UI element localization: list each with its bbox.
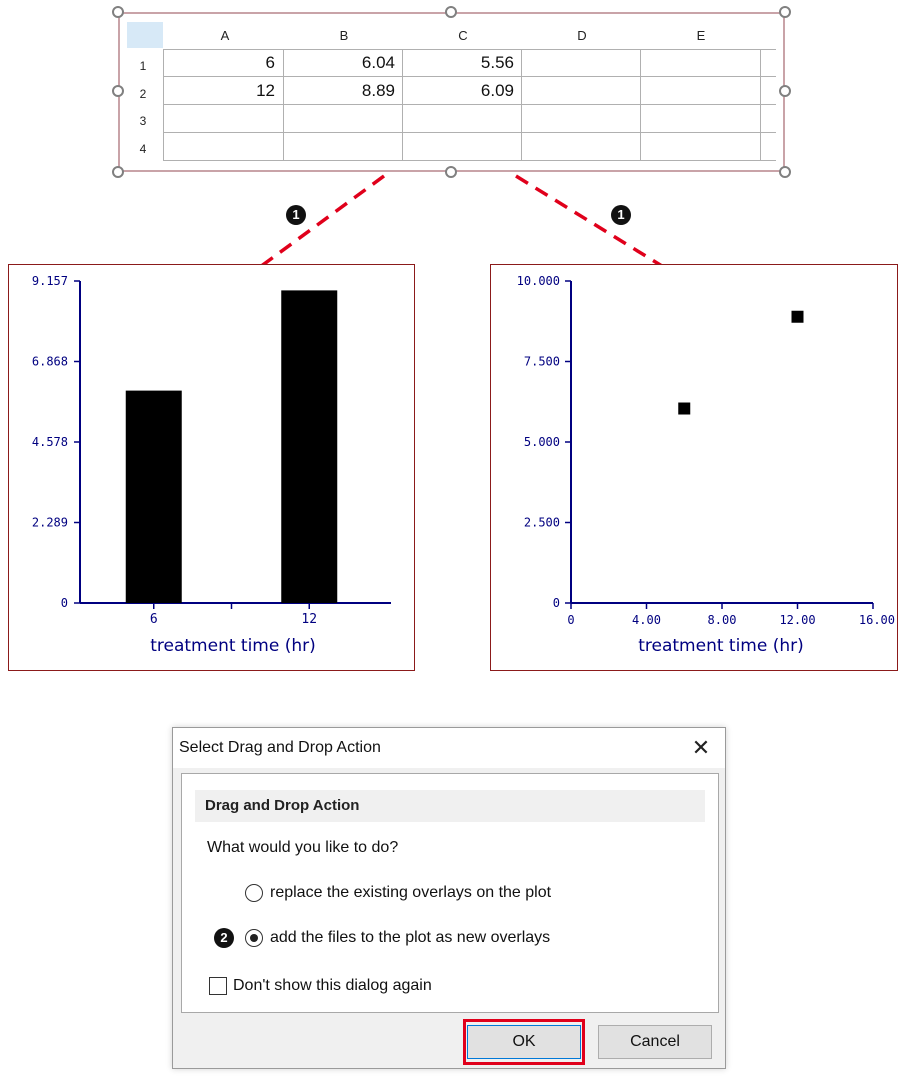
x-tick-label: 0 [567, 613, 575, 627]
row-header-3[interactable]: 3 [139, 114, 147, 128]
drag-arrows [0, 0, 901, 300]
dialog-question: What would you like to do? [207, 839, 399, 856]
data-point [678, 403, 690, 415]
cell-b1[interactable]: 6.04 [361, 53, 395, 72]
y-tick-label: 2.500 [523, 515, 560, 530]
y-tick-label: 5.000 [523, 435, 560, 449]
cell-c2[interactable]: 6.09 [480, 81, 514, 100]
column-header-d[interactable]: D [577, 28, 587, 43]
x-tick-label: 12.00 [779, 613, 816, 627]
bar-12 [281, 290, 337, 603]
row-header-1[interactable]: 1 [139, 59, 147, 73]
y-tick-label: 6.868 [31, 354, 68, 369]
column-header-e[interactable]: E [696, 28, 706, 43]
dialog-content-panel [181, 773, 719, 1013]
step-marker-1-left: 1 [286, 205, 306, 225]
cell-b2[interactable]: 8.89 [361, 81, 395, 100]
data-point [792, 311, 804, 323]
section-title: Drag and Drop Action [205, 797, 360, 814]
column-header-c[interactable]: C [458, 28, 468, 43]
y-tick-label: 9.157 [31, 274, 68, 288]
x-tick-label: 8.00 [707, 613, 737, 627]
x-tick-label: 6 [149, 612, 158, 627]
step-marker-1-right: 1 [611, 205, 631, 225]
x-tick-label: 16.00 [858, 613, 895, 627]
radio-replace-overlays[interactable] [245, 884, 263, 902]
dont-show-again-label[interactable]: Don't show this dialog again [233, 977, 432, 994]
x-tick-label: 4.00 [632, 613, 661, 627]
bar-6 [126, 391, 182, 603]
drag-drop-dialog [172, 727, 726, 1069]
ok-button[interactable]: OK [467, 1025, 581, 1059]
x-axis-label: treatment time (hr) [150, 636, 316, 656]
column-header-a[interactable]: A [220, 28, 230, 43]
cancel-button[interactable]: Cancel [598, 1025, 712, 1059]
y-tick-label: 0 [552, 596, 560, 610]
radio-add-overlays[interactable] [245, 929, 263, 947]
radio-replace-label[interactable]: replace the existing overlays on the plot [270, 884, 552, 901]
column-header-b[interactable]: B [339, 28, 349, 43]
y-tick-label: 10.000 [516, 274, 560, 288]
cell-a2[interactable]: 12 [256, 81, 275, 100]
y-tick-label: 2.289 [31, 515, 68, 530]
y-tick-label: 0 [60, 596, 68, 610]
close-icon[interactable]: ✕ [691, 735, 711, 760]
dont-show-again-checkbox[interactable] [209, 977, 227, 995]
radio-selected-dot [250, 934, 258, 942]
row-header-4[interactable]: 4 [139, 142, 147, 156]
cell-c1[interactable]: 5.56 [480, 53, 514, 72]
radio-add-label[interactable]: add the files to the plot as new overlays [270, 929, 551, 946]
section-header [195, 790, 705, 822]
scatter-chart [490, 264, 898, 671]
dialog-title: Select Drag and Drop Action [179, 739, 381, 756]
x-axis-label: treatment time (hr) [638, 636, 804, 656]
row-header-2[interactable]: 2 [139, 87, 147, 101]
x-tick-label: 12 [301, 612, 318, 627]
cell-a1[interactable]: 6 [265, 53, 275, 72]
step-marker-2: 2 [214, 928, 234, 948]
dialog-title-bar[interactable] [173, 728, 725, 768]
y-tick-label: 4.578 [31, 435, 68, 449]
y-tick-label: 7.500 [523, 354, 560, 369]
bar-chart [8, 264, 415, 671]
